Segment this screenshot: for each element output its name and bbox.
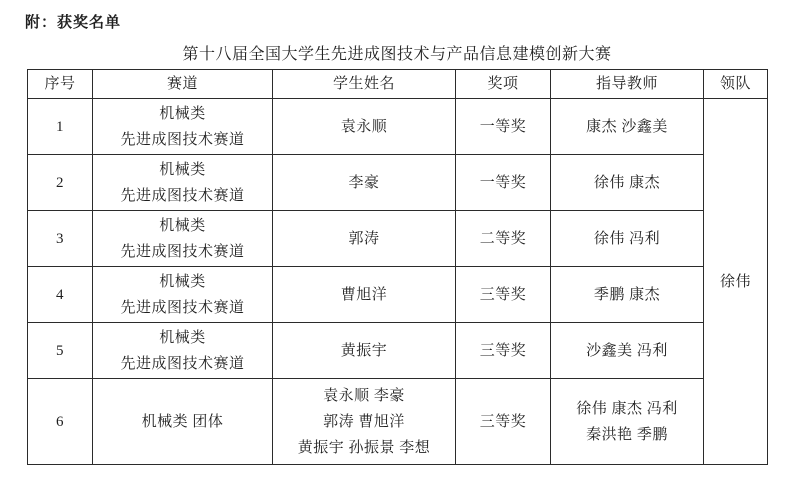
cell-track bbox=[93, 99, 273, 155]
award-table-section bbox=[27, 41, 767, 465]
header-row bbox=[28, 70, 768, 99]
cell-advisors: 沙鑫美 冯利 bbox=[551, 323, 704, 379]
table-row bbox=[28, 323, 768, 379]
col-header-leader: 领队 bbox=[704, 70, 768, 99]
attachment-label: 附：获奖名单 bbox=[25, 15, 122, 31]
cell-advisors: 康杰 沙鑫美 bbox=[551, 99, 704, 155]
col-header-award: 奖项 bbox=[456, 70, 551, 99]
students-line: 黄振宇 孙振景 李想 bbox=[297, 439, 431, 456]
track-line: 机械类 bbox=[159, 217, 206, 234]
cell-advisors: 徐伟 康杰 bbox=[551, 155, 704, 211]
cell-advisors: 徐伟 冯利 bbox=[551, 211, 704, 267]
track-line: 先进成图技术赛道 bbox=[120, 187, 245, 204]
track-line: 先进成图技术赛道 bbox=[120, 243, 245, 260]
cell-leader: 徐伟 bbox=[704, 99, 768, 465]
cell-no: 5 bbox=[28, 323, 93, 379]
cell-track bbox=[93, 267, 273, 323]
table-row bbox=[28, 99, 768, 155]
track-line: 机械类 bbox=[159, 105, 206, 122]
col-header-student-name: 学生姓名 bbox=[273, 70, 456, 99]
students-line: 郭涛 曹旭洋 bbox=[323, 413, 405, 430]
cell-advisors: 季鹏 康杰 bbox=[551, 267, 704, 323]
cell-track bbox=[93, 323, 273, 379]
table-row bbox=[28, 155, 768, 211]
track-line: 机械类 bbox=[159, 273, 206, 290]
cell-no: 2 bbox=[28, 155, 93, 211]
col-header-track: 赛道 bbox=[93, 70, 273, 99]
cell-students: 李豪 bbox=[273, 155, 456, 211]
table-row bbox=[28, 211, 768, 267]
col-header-no: 序号 bbox=[28, 70, 93, 99]
table-row bbox=[28, 379, 768, 465]
track-line: 机械类 bbox=[159, 161, 206, 178]
cell-award: 一等奖 bbox=[456, 99, 551, 155]
table-title: 第十八届全国大学生先进成图技术与产品信息建模创新大赛 bbox=[182, 46, 612, 63]
cell-award: 三等奖 bbox=[456, 379, 551, 465]
cell-students: 袁永顺 bbox=[273, 99, 456, 155]
track-line: 机械类 bbox=[159, 329, 206, 346]
cell-track bbox=[93, 379, 273, 465]
track-line: 先进成图技术赛道 bbox=[120, 355, 245, 372]
cell-track bbox=[93, 155, 273, 211]
award-table bbox=[27, 69, 768, 465]
cell-no: 3 bbox=[28, 211, 93, 267]
table-row bbox=[28, 267, 768, 323]
cell-award: 二等奖 bbox=[456, 211, 551, 267]
col-header-advisor: 指导教师 bbox=[551, 70, 704, 99]
cell-no: 6 bbox=[28, 379, 93, 465]
cell-no: 1 bbox=[28, 99, 93, 155]
students-line: 袁永顺 李豪 bbox=[323, 387, 405, 404]
cell-no: 4 bbox=[28, 267, 93, 323]
cell-students: 黄振宇 bbox=[273, 323, 456, 379]
cell-advisors bbox=[551, 379, 704, 465]
track-line: 先进成图技术赛道 bbox=[120, 299, 245, 316]
cell-award: 一等奖 bbox=[456, 155, 551, 211]
track-line: 机械类 团体 bbox=[141, 413, 224, 430]
advisors-line: 徐伟 康杰 冯利 bbox=[576, 400, 678, 417]
advisors-line: 秦洪艳 季鹏 bbox=[586, 426, 668, 443]
cell-students: 郭涛 bbox=[273, 211, 456, 267]
cell-award: 三等奖 bbox=[456, 323, 551, 379]
cell-track bbox=[93, 211, 273, 267]
document-page bbox=[0, 11, 799, 483]
track-line: 先进成图技术赛道 bbox=[120, 131, 245, 148]
cell-students bbox=[273, 379, 456, 465]
cell-award: 三等奖 bbox=[456, 267, 551, 323]
cell-students: 曹旭洋 bbox=[273, 267, 456, 323]
